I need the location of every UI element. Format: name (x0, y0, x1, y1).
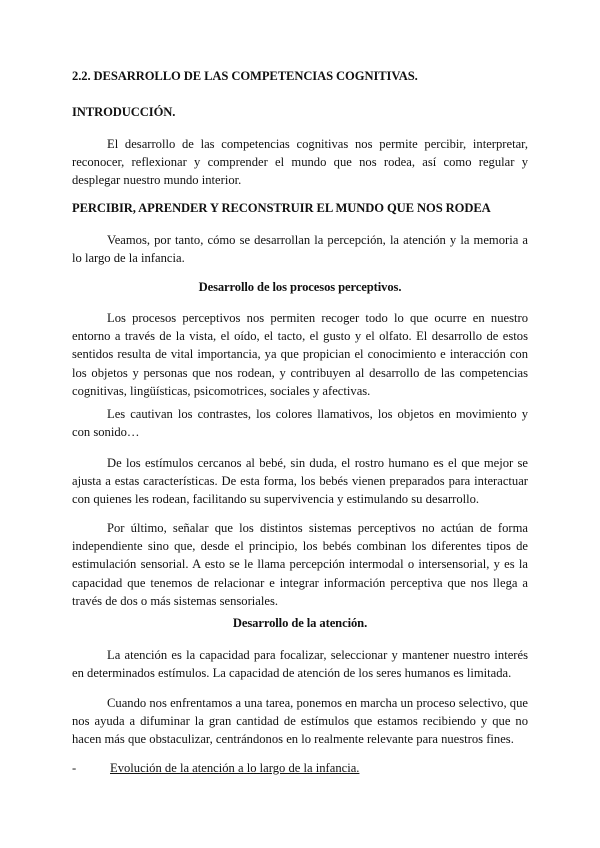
attention-paragraph-2: Cuando nos enfrentamos a una tarea, ponemos en marcha un proceso selectivo, que nos ayuda a difuminar la gran cantidad de estímulos que estamos recibiendo y que no hacen más que obstaculizar, centrándonos en lo realmente relevante para nuestros fines. (72, 696, 528, 747)
perceptual-paragraph-2: Les cautivan los contrastes, los colores llamativos, los objetos en movimiento y con sonido… (72, 407, 528, 440)
perceive-heading: PERCIBIR, APRENDER Y RECONSTRUIR EL MUNDO QUE NOS RODEA (72, 201, 491, 215)
perceive-paragraph: Veamos, por tanto, cómo se desarrollan la percepción, la atención y la memoria a lo largo de la infancia. (72, 233, 528, 266)
attention-subheading: Desarrollo de la atención. (232, 616, 368, 630)
perceptual-paragraph-1: Los procesos perceptivos nos permiten recoger todo lo que ocurre en nuestro entorno a través de la vista, el oído, el tacto, el gusto y el olfato. El desarrollo de estos sentidos resulta de vital importancia, ya que propician el conocimiento e interacción con los objetos y personas que nos rodean, y contribuyen al desarrollo de las competencias cognitivas, lingüísticas, psicomotrices, sociales y afectivas. (72, 311, 528, 398)
bullet-dash: - (72, 761, 77, 775)
perceptual-subheading: Desarrollo de los procesos perceptivos. (198, 280, 402, 294)
intro-paragraph: El desarrollo de las competencias cognitivas nos permite percibir, interpretar, reconocer, reflexionar y comprender el mundo que nos rodea, así como regular y desplegar nuestro mundo interior. (72, 137, 528, 188)
bullet-item-text: Evolución de la atención a lo largo de la infancia. (110, 761, 360, 775)
section-title: 2.2. DESARROLLO DE LAS COMPETENCIAS COGNITIVAS. (72, 69, 418, 83)
perceptual-paragraph-3: De los estímulos cercanos al bebé, sin duda, el rostro humano es el que mejor se ajusta a estas características. De esta forma, los bebés vienen preparados para interactuar con quienes les rodean, facilitando su supervivencia y estimulando su desarrollo. (72, 456, 528, 507)
perceptual-paragraph-4: Por último, señalar que los distintos sistemas perceptivos no actúan de forma independiente sino que, desde el principio, los bebés combinan los diferentes tipos de estimulación sensorial. A esto se le llama percepción intermodal o intersensorial, y es la capacidad que tenemos de relacionar e integrar información perceptiva que nos llega a través de dos o más sistemas sensoriales. (72, 521, 528, 608)
attention-paragraph-1: La atención es la capacidad para focalizar, seleccionar y mantener nuestro interés en determinados estímulos. La capacidad de atención de los seres humanos es limitada. (72, 648, 528, 681)
intro-heading: INTRODUCCIÓN. (72, 105, 176, 119)
bullet-item (72, 759, 528, 777)
